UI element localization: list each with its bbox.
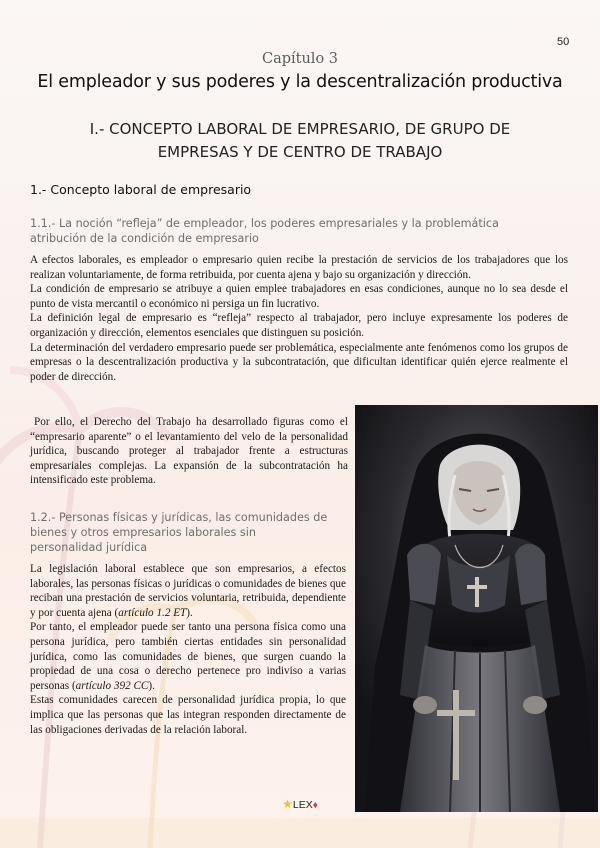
paragraph: Por tanto, el empleador puede ser tanto una persona física como una persona jurídica, pero también ciertas entidades sin personalidad jurídica, como las comunidades de bienes, que surgen cuando la propiedad de una cosa o derecho pertenece pro indiviso a varias personas (artículo 392 CC). [30,621,346,692]
heading-line: 1.2.- Personas físicas y jurídicas, las comunidades de [30,511,328,524]
paragraph: A efectos laborales, es empleador o empresario quien recibe la prestación de servicios de los trabajadores que los realizan voluntariamente, de forma retribuida, por cuenta ajena y bajo su organización y dirección. [30,254,568,281]
paragraph: La condición de empresario se atribuye a quien emplee trabajadores en esas condiciones, aunque no lo sea desde el punto de vista mercantil o económico ni persiga un fin lucrativo. [30,283,568,310]
brand-text: LEX [292,799,313,811]
star-icon: ★ [282,797,293,811]
page-number: 50 [557,36,570,48]
subsubsection-heading [30,216,550,246]
legal-citation: artículo 392 CC [75,679,149,692]
body-text-block [30,562,346,737]
nun-illustration [355,405,598,812]
paragraph: La definición legal de empresario es “refleja” respecto al trabajador, pero incluye expresamente los poderes de organización y dirección, elementos esenciales que distinguen su posición. [30,312,568,339]
heading-line: atribución de la condición de empresario [30,232,259,245]
body-text-block [30,253,568,384]
paragraph: La determinación del verdadero empresario puede ser problemática, especialmente ante fenómenos como los grupos de empresas o la descentralización productiva y la subcontratación, que dificultan identificar quién ejerce realmente el poder de dirección. [30,341,568,383]
section-title-line: EMPRESAS Y DE CENTRO DE TRABAJO [157,143,443,161]
body-text-block [30,415,348,488]
section-title-line: I.- CONCEPTO LABORAL DE EMPRESARIO, DE GRUPO DE [89,120,511,138]
section-title [40,118,560,164]
subsubsection-heading [30,510,350,555]
heading-line: personalidad jurídica [30,541,148,554]
chapter-title: El empleador y sus poderes y la descentralización productiva [37,72,563,92]
paragraph: La legislación laboral establece que son empresarios, a efectos laborales, las personas físicas o jurídicas o comunidades de bienes que reciban una prestación de servicios voluntaria, retribuida, dependiente y por cuenta ajena (artículo 1.2 ET). [30,563,346,619]
heading-line: bienes y otros empresarios laborales sin [30,526,256,539]
footer-brand [0,797,600,811]
legal-citation: artículo 1.2 ET [118,606,187,619]
subsection-heading: 1.- Concepto laboral de empresario [30,182,252,197]
heading-line: 1.1.- La noción “refleja” de empleador, los poderes empresariales y la problemática [30,217,499,230]
paragraph: Estas comunidades carecen de personalidad jurídica propia, lo que implica que las personas que las integran responden directamente de las obligaciones derivadas de la relación laboral. [30,694,346,736]
chapter-label: Capítulo 3 [261,51,339,67]
drop-icon: ♦ [312,800,318,811]
paragraph: Por ello, el Derecho del Trabajo ha desarrollado figuras como el “empresario aparente” o el levantamiento del velo de la personalidad jurídica, buscando proteger al trabajador frente a estructuras empresariales complejas. La expansión de la subcontratación ha intensificado este problema. [30,416,348,487]
